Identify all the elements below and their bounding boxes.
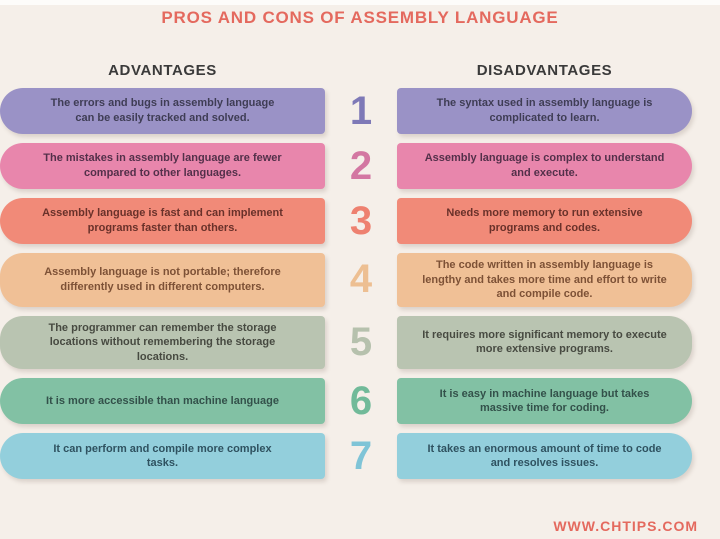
column-headers (0, 62, 720, 79)
disadvantage-text-1: The syntax used in assembly language is complicated to learn. (436, 97, 653, 124)
disadvantage-pill-6 (397, 378, 692, 424)
row-number-3: 3 (349, 198, 373, 243)
header-spacer (325, 62, 397, 79)
disadvantage-text-2: Assembly language is complex to understand and execute. (424, 152, 665, 179)
comparison-row-2 (0, 143, 720, 189)
disadvantage-text-5: It requires more significant memory to execute more extensive programs. (422, 328, 667, 356)
disadvantages-header: DISADVANTAGES (476, 62, 613, 79)
website-text: WWW.CHTIPS.COM (553, 518, 698, 534)
advantage-text-7: It can perform and compile more complex tasks. (53, 442, 272, 470)
disadvantage-pill-4 (397, 253, 692, 307)
disadvantage-text-3: Needs more memory to run extensive programs and codes. (446, 207, 643, 234)
row-number-5: 5 (349, 319, 373, 364)
advantage-text-4: Assembly language is not portable; therefore differently used in different computers. (44, 266, 281, 293)
disadvantage-pill-2 (397, 143, 692, 189)
comparison-row-1 (0, 88, 720, 134)
advantage-pill-1 (0, 88, 325, 134)
advantage-pill-7 (0, 433, 325, 479)
disadvantage-text-4: The code written in assembly language is lengthy and takes more time and effort to write and compile code. (422, 259, 667, 301)
top-edge-strip (0, 0, 720, 5)
advantage-pill-5 (0, 316, 325, 370)
advantage-text-3: Assembly language is fast and can implement programs faster than others. (42, 207, 283, 234)
disadvantage-pill-5 (397, 316, 692, 370)
advantages-header: ADVANTAGES (108, 62, 217, 79)
row-number-7: 7 (349, 433, 373, 478)
comparison-row-6 (0, 378, 720, 424)
comparison-row-5 (0, 316, 720, 370)
advantage-pill-6 (0, 378, 325, 424)
advantage-text-1: The errors and bugs in assembly language can be easily tracked and solved. (50, 97, 275, 124)
disadvantage-pill-7 (397, 433, 692, 479)
comparison-row-3 (0, 198, 720, 244)
disadvantage-pill-3 (397, 198, 692, 244)
page-title: PROS AND CONS OF ASSEMBLY LANGUAGE (161, 8, 559, 27)
disadvantage-text-7: It takes an enormous amount of time to code and resolves issues. (427, 442, 662, 470)
row-number-2: 2 (349, 143, 373, 188)
advantage-pill-4 (0, 253, 325, 307)
advantage-text-2: The mistakes in assembly language are fewer compared to other languages. (43, 152, 282, 179)
comparison-row-4 (0, 253, 720, 307)
advantage-pill-2 (0, 143, 325, 189)
disadvantage-pill-1 (397, 88, 692, 134)
row-number-1: 1 (349, 88, 373, 133)
row-number-4: 4 (349, 257, 373, 302)
comparison-table (0, 88, 720, 479)
advantage-pill-3 (0, 198, 325, 244)
disadvantage-text-6: It is easy in machine language but takes massive time for coding. (439, 387, 650, 415)
row-number-6: 6 (349, 378, 373, 423)
comparison-row-7 (0, 433, 720, 479)
advantage-text-6: It is more accessible than machine language (46, 394, 279, 407)
advantage-text-5: The programmer can remember the storage locations without remembering the storage locations. (48, 321, 277, 363)
